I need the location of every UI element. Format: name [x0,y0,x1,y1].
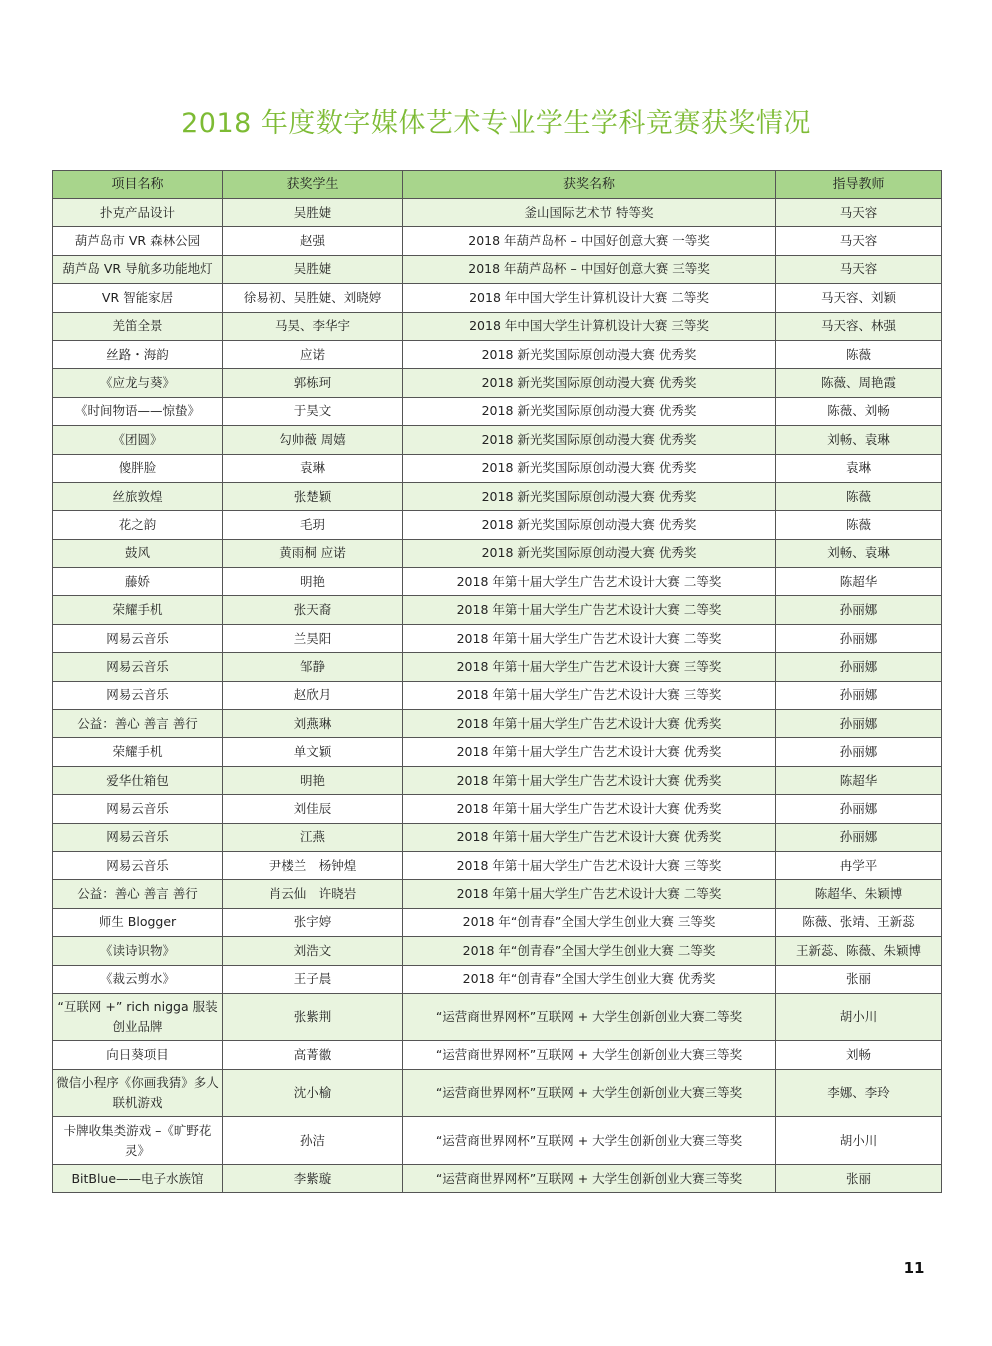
cell-advisor: 刘畅 [776,1041,942,1069]
cell-advisor: 陈薇 [776,340,942,368]
cell-project: BitBlue——电子水族馆 [53,1164,223,1192]
table-row [53,851,942,879]
cell-award: 2018 新光奖国际原创动漫大赛 优秀奖 [403,340,776,368]
cell-students: 黄雨桐 应诺 [223,539,403,567]
table-row [53,369,942,397]
cell-students: 邹静 [223,653,403,681]
awards-table [52,170,942,1193]
table-row [53,284,942,312]
cell-project: 《时间物语——惊蛰》 [53,397,223,425]
cell-award: 2018 新光奖国际原创动漫大赛 优秀奖 [403,426,776,454]
cell-students: 袁琳 [223,454,403,482]
cell-advisor: 陈薇 [776,511,942,539]
cell-project: 藤娇 [53,568,223,596]
cell-award: 2018 年中国大学生计算机设计大赛 二等奖 [403,284,776,312]
cell-advisor: 刘畅、袁琳 [776,539,942,567]
cell-project: 羌笛全景 [53,312,223,340]
cell-award: 2018 年第十届大学生广告艺术设计大赛 优秀奖 [403,738,776,766]
cell-project: 鼓风 [53,539,223,567]
table-row [53,255,942,283]
table-row [53,482,942,510]
cell-project: 《裁云剪水》 [53,965,223,993]
cell-advisor: 陈超华、朱颖博 [776,880,942,908]
cell-advisor: 张丽 [776,1164,942,1192]
cell-advisor: 孙丽娜 [776,738,942,766]
cell-students: 应诺 [223,340,403,368]
cell-students: 兰昊阳 [223,624,403,652]
cell-award: “运营商世界网杯”互联网 + 大学生创新创业大赛三等奖 [403,1069,776,1117]
table-row [53,766,942,794]
cell-students: 张宇婷 [223,908,403,936]
cell-students: 江燕 [223,823,403,851]
cell-award: 2018 年中国大学生计算机设计大赛 三等奖 [403,312,776,340]
cell-students: 明艳 [223,568,403,596]
cell-project: 网易云音乐 [53,624,223,652]
cell-project: 丝旅敦煌 [53,482,223,510]
table-row [53,624,942,652]
cell-project: 卡牌收集类游戏 –《旷野花灵》 [53,1117,223,1165]
cell-advisor: 陈超华 [776,766,942,794]
cell-award: 2018 年葫芦岛杯 – 中国好创意大赛 三等奖 [403,255,776,283]
cell-students: 李紫璇 [223,1164,403,1192]
cell-project: 扑克产品设计 [53,199,223,227]
table-row [53,596,942,624]
table-row [53,227,942,255]
cell-advisor: 刘畅、袁琳 [776,426,942,454]
cell-students: 刘浩文 [223,937,403,965]
cell-project: 荣耀手机 [53,738,223,766]
cell-award: 2018 年“创青春”全国大学生创业大赛 三等奖 [403,908,776,936]
cell-advisor: 王新蕊、陈薇、朱颖博 [776,937,942,965]
cell-students: 刘燕琳 [223,710,403,738]
column-header-students: 获奖学生 [223,171,403,199]
cell-students: 张紫荆 [223,993,403,1041]
cell-students: 赵欣月 [223,681,403,709]
cell-award: 2018 新光奖国际原创动漫大赛 优秀奖 [403,397,776,425]
table-row [53,738,942,766]
table-row [53,539,942,567]
cell-advisor: 孙丽娜 [776,795,942,823]
cell-project: 荣耀手机 [53,596,223,624]
cell-advisor: 袁琳 [776,454,942,482]
cell-students: 吴胜婕 [223,255,403,283]
table-row [53,426,942,454]
cell-project: 葫芦岛市 VR 森林公园 [53,227,223,255]
cell-project: 公益：善心 善言 善行 [53,710,223,738]
cell-project: 傻胖脸 [53,454,223,482]
cell-project: 网易云音乐 [53,851,223,879]
cell-project: 《团圆》 [53,426,223,454]
cell-project: “互联网 +” rich nigga 服装创业品牌 [53,993,223,1041]
table-row [53,340,942,368]
table-row [53,653,942,681]
cell-students: 吴胜婕 [223,199,403,227]
cell-advisor: 胡小川 [776,1117,942,1165]
cell-students: 张天裔 [223,596,403,624]
cell-award: 2018 年第十届大学生广告艺术设计大赛 优秀奖 [403,823,776,851]
cell-students: 马昊、李华宇 [223,312,403,340]
cell-award: 2018 新光奖国际原创动漫大赛 优秀奖 [403,511,776,539]
cell-award: 2018 年第十届大学生广告艺术设计大赛 三等奖 [403,653,776,681]
cell-students: 郭栋珂 [223,369,403,397]
cell-students: 高菁徽 [223,1041,403,1069]
cell-award: 2018 年第十届大学生广告艺术设计大赛 二等奖 [403,568,776,596]
cell-award: “运营商世界网杯”互联网 + 大学生创新创业大赛三等奖 [403,1041,776,1069]
cell-award: 2018 年“创青春”全国大学生创业大赛 二等奖 [403,937,776,965]
cell-project: 爱华仕箱包 [53,766,223,794]
cell-project: 师生 Blogger [53,908,223,936]
cell-award: 2018 年第十届大学生广告艺术设计大赛 优秀奖 [403,710,776,738]
cell-students: 明艳 [223,766,403,794]
cell-award: 2018 年第十届大学生广告艺术设计大赛 二等奖 [403,596,776,624]
cell-advisor: 孙丽娜 [776,653,942,681]
page-number: 11 [903,1259,925,1277]
cell-award: “运营商世界网杯”互联网 + 大学生创新创业大赛三等奖 [403,1117,776,1165]
cell-advisor: 马天容 [776,255,942,283]
table-row [53,908,942,936]
table-row [53,1117,942,1165]
table-row [53,1069,942,1117]
cell-project: 微信小程序《你画我猜》多人联机游戏 [53,1069,223,1117]
column-header-advisor: 指导教师 [776,171,942,199]
table-row [53,568,942,596]
cell-project: 花之韵 [53,511,223,539]
cell-students: 徐易初、吴胜婕、刘晓婷 [223,284,403,312]
cell-students: 肖云仙 许晓岩 [223,880,403,908]
page-title: 2018 年度数字媒体艺术专业学生学科竞赛获奖情况 [181,108,811,139]
cell-students: 于昊文 [223,397,403,425]
cell-advisor: 孙丽娜 [776,596,942,624]
cell-advisor: 马天容、林强 [776,312,942,340]
cell-project: 丝路・海韵 [53,340,223,368]
cell-advisor: 陈薇、刘畅 [776,397,942,425]
table-row [53,1041,942,1069]
table-body [53,199,942,1193]
column-header-award: 获奖名称 [403,171,776,199]
cell-award: 2018 新光奖国际原创动漫大赛 优秀奖 [403,369,776,397]
cell-students: 孙洁 [223,1117,403,1165]
cell-advisor: 胡小川 [776,993,942,1041]
cell-advisor: 马天容 [776,199,942,227]
cell-project: 网易云音乐 [53,823,223,851]
cell-award: 2018 新光奖国际原创动漫大赛 优秀奖 [403,482,776,510]
cell-award: “运营商世界网杯”互联网 + 大学生创新创业大赛三等奖 [403,1164,776,1192]
column-header-project: 项目名称 [53,171,223,199]
cell-project: 葫芦岛 VR 导航多功能地灯 [53,255,223,283]
cell-project: 《应龙与葵》 [53,369,223,397]
cell-students: 赵强 [223,227,403,255]
cell-award: 2018 年第十届大学生广告艺术设计大赛 三等奖 [403,681,776,709]
cell-students: 毛玥 [223,511,403,539]
table-row [53,681,942,709]
table-row [53,199,942,227]
table-row [53,312,942,340]
cell-advisor: 孙丽娜 [776,624,942,652]
table-row [53,965,942,993]
cell-project: VR 智能家居 [53,284,223,312]
table-row [53,795,942,823]
cell-advisor: 张丽 [776,965,942,993]
cell-advisor: 陈超华 [776,568,942,596]
cell-project: 网易云音乐 [53,653,223,681]
table-row [53,397,942,425]
cell-advisor: 李娜、李玲 [776,1069,942,1117]
table-row [53,993,942,1041]
cell-students: 单文颖 [223,738,403,766]
table-row [53,823,942,851]
cell-award: 2018 新光奖国际原创动漫大赛 优秀奖 [403,539,776,567]
cell-students: 尹楼兰 杨钟煌 [223,851,403,879]
table-row [53,454,942,482]
cell-award: 釜山国际艺术节 特等奖 [403,199,776,227]
cell-award: 2018 年“创青春”全国大学生创业大赛 优秀奖 [403,965,776,993]
cell-students: 沈小榆 [223,1069,403,1117]
cell-project: 《读诗识物》 [53,937,223,965]
table-row [53,710,942,738]
cell-award: 2018 新光奖国际原创动漫大赛 优秀奖 [403,454,776,482]
cell-students: 勾帅薇 周嬉 [223,426,403,454]
cell-project: 公益：善心 善言 善行 [53,880,223,908]
table-row [53,1164,942,1192]
cell-award: “运营商世界网杯”互联网 + 大学生创新创业大赛二等奖 [403,993,776,1041]
cell-award: 2018 年第十届大学生广告艺术设计大赛 优秀奖 [403,766,776,794]
cell-project: 网易云音乐 [53,681,223,709]
cell-students: 王子晨 [223,965,403,993]
cell-award: 2018 年第十届大学生广告艺术设计大赛 三等奖 [403,851,776,879]
cell-students: 张楚颖 [223,482,403,510]
cell-award: 2018 年第十届大学生广告艺术设计大赛 二等奖 [403,624,776,652]
cell-students: 刘佳辰 [223,795,403,823]
cell-advisor: 孙丽娜 [776,681,942,709]
table-row [53,880,942,908]
cell-advisor: 冉学平 [776,851,942,879]
table-row [53,937,942,965]
table-header-row [53,171,942,199]
cell-award: 2018 年第十届大学生广告艺术设计大赛 二等奖 [403,880,776,908]
cell-advisor: 孙丽娜 [776,710,942,738]
cell-advisor: 孙丽娜 [776,823,942,851]
table-row [53,511,942,539]
cell-advisor: 陈薇、周艳霞 [776,369,942,397]
cell-award: 2018 年葫芦岛杯 – 中国好创意大赛 一等奖 [403,227,776,255]
cell-advisor: 陈薇、张靖、王新蕊 [776,908,942,936]
cell-project: 网易云音乐 [53,795,223,823]
cell-advisor: 马天容、刘颖 [776,284,942,312]
cell-advisor: 马天容 [776,227,942,255]
cell-award: 2018 年第十届大学生广告艺术设计大赛 优秀奖 [403,795,776,823]
cell-project: 向日葵项目 [53,1041,223,1069]
cell-advisor: 陈薇 [776,482,942,510]
